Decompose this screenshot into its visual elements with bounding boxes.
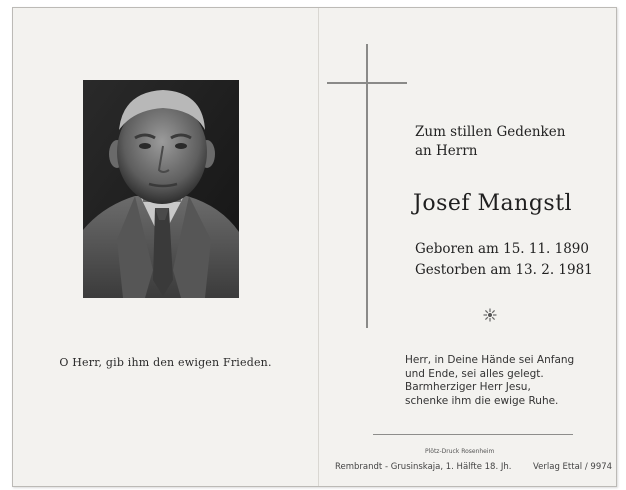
prayer-line: Herr, in Deine Hände sei Anfang xyxy=(405,354,575,366)
portrait-illustration xyxy=(83,80,239,298)
cross-icon xyxy=(366,44,368,328)
deceased-name: Josef Mangstl xyxy=(413,191,573,216)
prayer-line: und Ende, sei alles gelegt. xyxy=(405,367,544,380)
birth-date: Geboren am 15. 11. 1890 xyxy=(415,241,589,257)
rosette-icon xyxy=(483,308,497,322)
left-caption: O Herr, gib ihm den ewigen Frieden. xyxy=(59,356,272,369)
life-dates xyxy=(415,239,593,281)
artwork-credit: Rembrandt - Grusinskaja, 1. Hälfte 18. Jh. xyxy=(335,462,512,472)
memorial-line-1: Zum stillen Gedenken xyxy=(415,124,566,140)
publisher-credit: Verlag Ettal / 9974 xyxy=(533,462,613,472)
memorial-line-2: an Herrn xyxy=(415,143,478,159)
memorial-heading xyxy=(415,123,565,161)
prayer-line: schenke ihm die ewige Ruhe. xyxy=(405,394,559,407)
memorial-card xyxy=(12,7,617,487)
death-date: Gestorben am 13. 2. 1981 xyxy=(415,262,593,278)
prayer-text xyxy=(405,354,574,408)
left-panel xyxy=(13,8,318,486)
printer-credit: Plötz-Druck Rosenheim xyxy=(425,448,495,455)
right-panel xyxy=(319,8,616,486)
prayer-line: Barmherziger Herr Jesu, xyxy=(405,381,531,393)
portrait-photo xyxy=(83,80,239,298)
divider-rule xyxy=(373,434,573,435)
cross-bar xyxy=(327,82,407,84)
